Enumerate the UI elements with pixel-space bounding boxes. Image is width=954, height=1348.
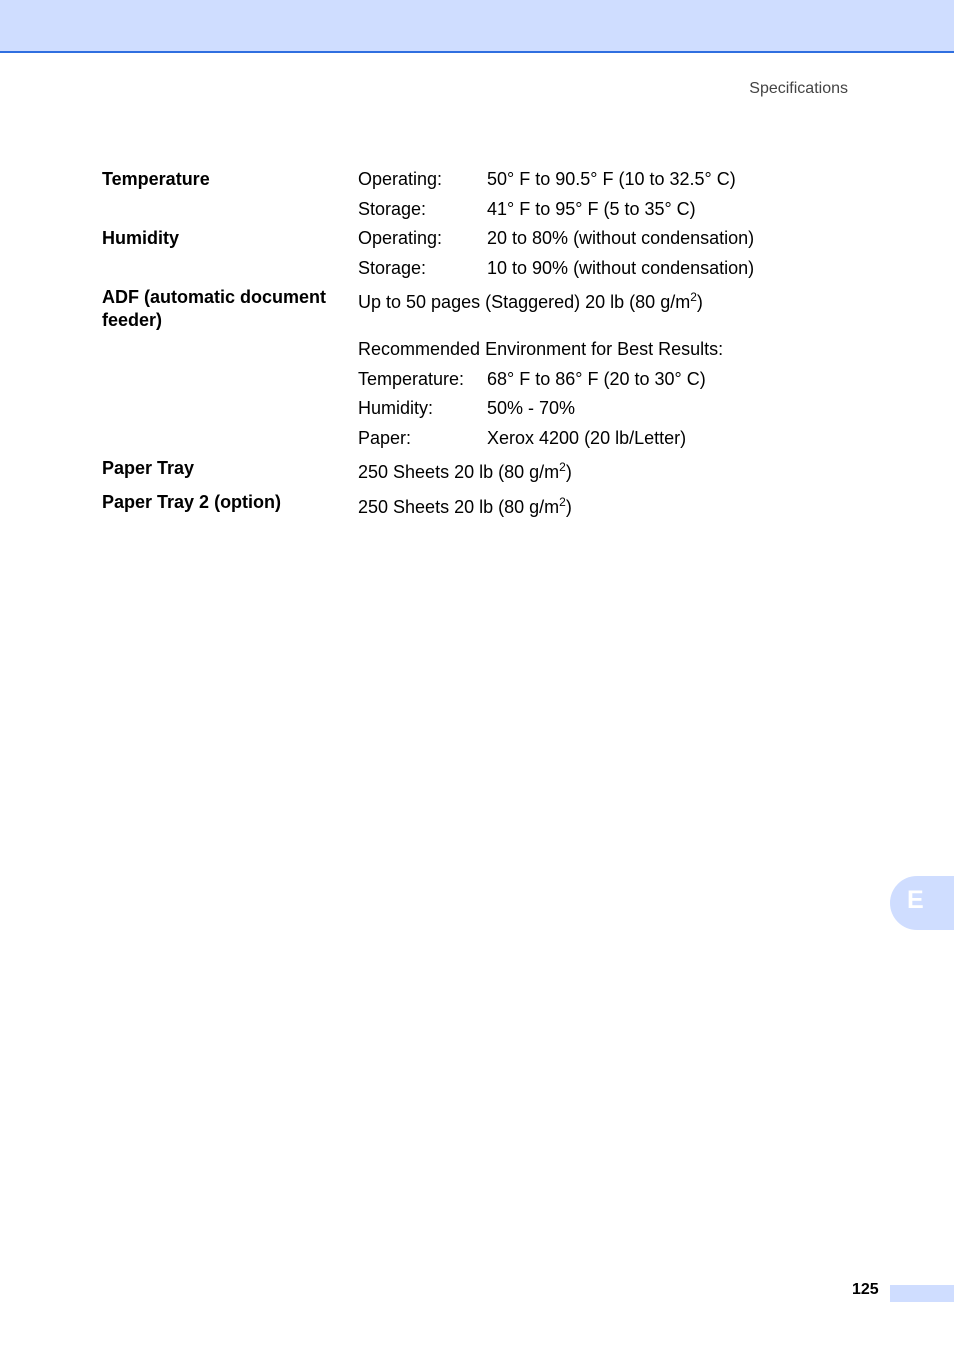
adf-capacity-sup: 2 (690, 290, 697, 304)
adf-rec-humidity-label: Humidity: (358, 398, 434, 418)
paper-tray-2-value-close: ) (565, 497, 572, 517)
adf-rec-paper-value: Xerox 4200 (20 lb/Letter) (487, 428, 687, 448)
running-header: Specifications (749, 80, 848, 97)
humidity-storage-value: 10 to 90% (without condensation) (487, 258, 755, 278)
paper-tray-value-sup: 2 (559, 460, 566, 474)
paper-tray-2-label: Paper Tray 2 (option) (102, 492, 282, 512)
temperature-storage-label: Storage: (358, 199, 427, 219)
paper-tray-value-close: ) (565, 462, 572, 482)
humidity-operating-label: Operating: (358, 228, 443, 248)
adf-rec-paper-label: Paper: (358, 428, 412, 448)
adf-capacity-text: Up to 50 pages (Staggered) 20 lb (80 g/m (358, 292, 691, 312)
page-number: 125 (852, 1281, 879, 1298)
adf-label-line2: feeder) (102, 310, 163, 330)
adf-rec-temperature-label: Temperature: (358, 369, 465, 389)
top-header-band (0, 0, 954, 53)
paper-tray-label: Paper Tray (102, 458, 195, 478)
temperature-label: Temperature (102, 169, 210, 189)
adf-recommended-heading: Recommended Environment for Best Results: (358, 339, 724, 359)
temperature-operating-value: 50° F to 90.5° F (10 to 32.5° C) (487, 169, 736, 189)
temperature-storage-value: 41° F to 95° F (5 to 35° C) (487, 199, 696, 219)
temperature-operating-label: Operating: (358, 169, 443, 189)
adf-rec-temperature-value: 68° F to 86° F (20 to 30° C) (487, 369, 706, 389)
paper-tray-2-value-text: 250 Sheets 20 lb (80 g/m (358, 497, 560, 517)
chapter-tab-letter: E (907, 886, 924, 914)
adf-rec-humidity-value: 50% - 70% (487, 398, 576, 418)
adf-capacity-close: ) (696, 292, 703, 312)
paper-tray-2-value (358, 496, 572, 518)
adf-label-line1: ADF (automatic document (102, 287, 327, 307)
humidity-operating-value: 20 to 80% (without condensation) (487, 228, 755, 248)
adf-capacity (358, 291, 703, 313)
paper-tray-value-text: 250 Sheets 20 lb (80 g/m (358, 462, 560, 482)
paper-tray-value (358, 461, 572, 483)
paper-tray-2-value-sup: 2 (559, 495, 566, 509)
humidity-label: Humidity (102, 228, 180, 248)
humidity-storage-label: Storage: (358, 258, 427, 278)
page-number-bar (890, 1285, 954, 1302)
